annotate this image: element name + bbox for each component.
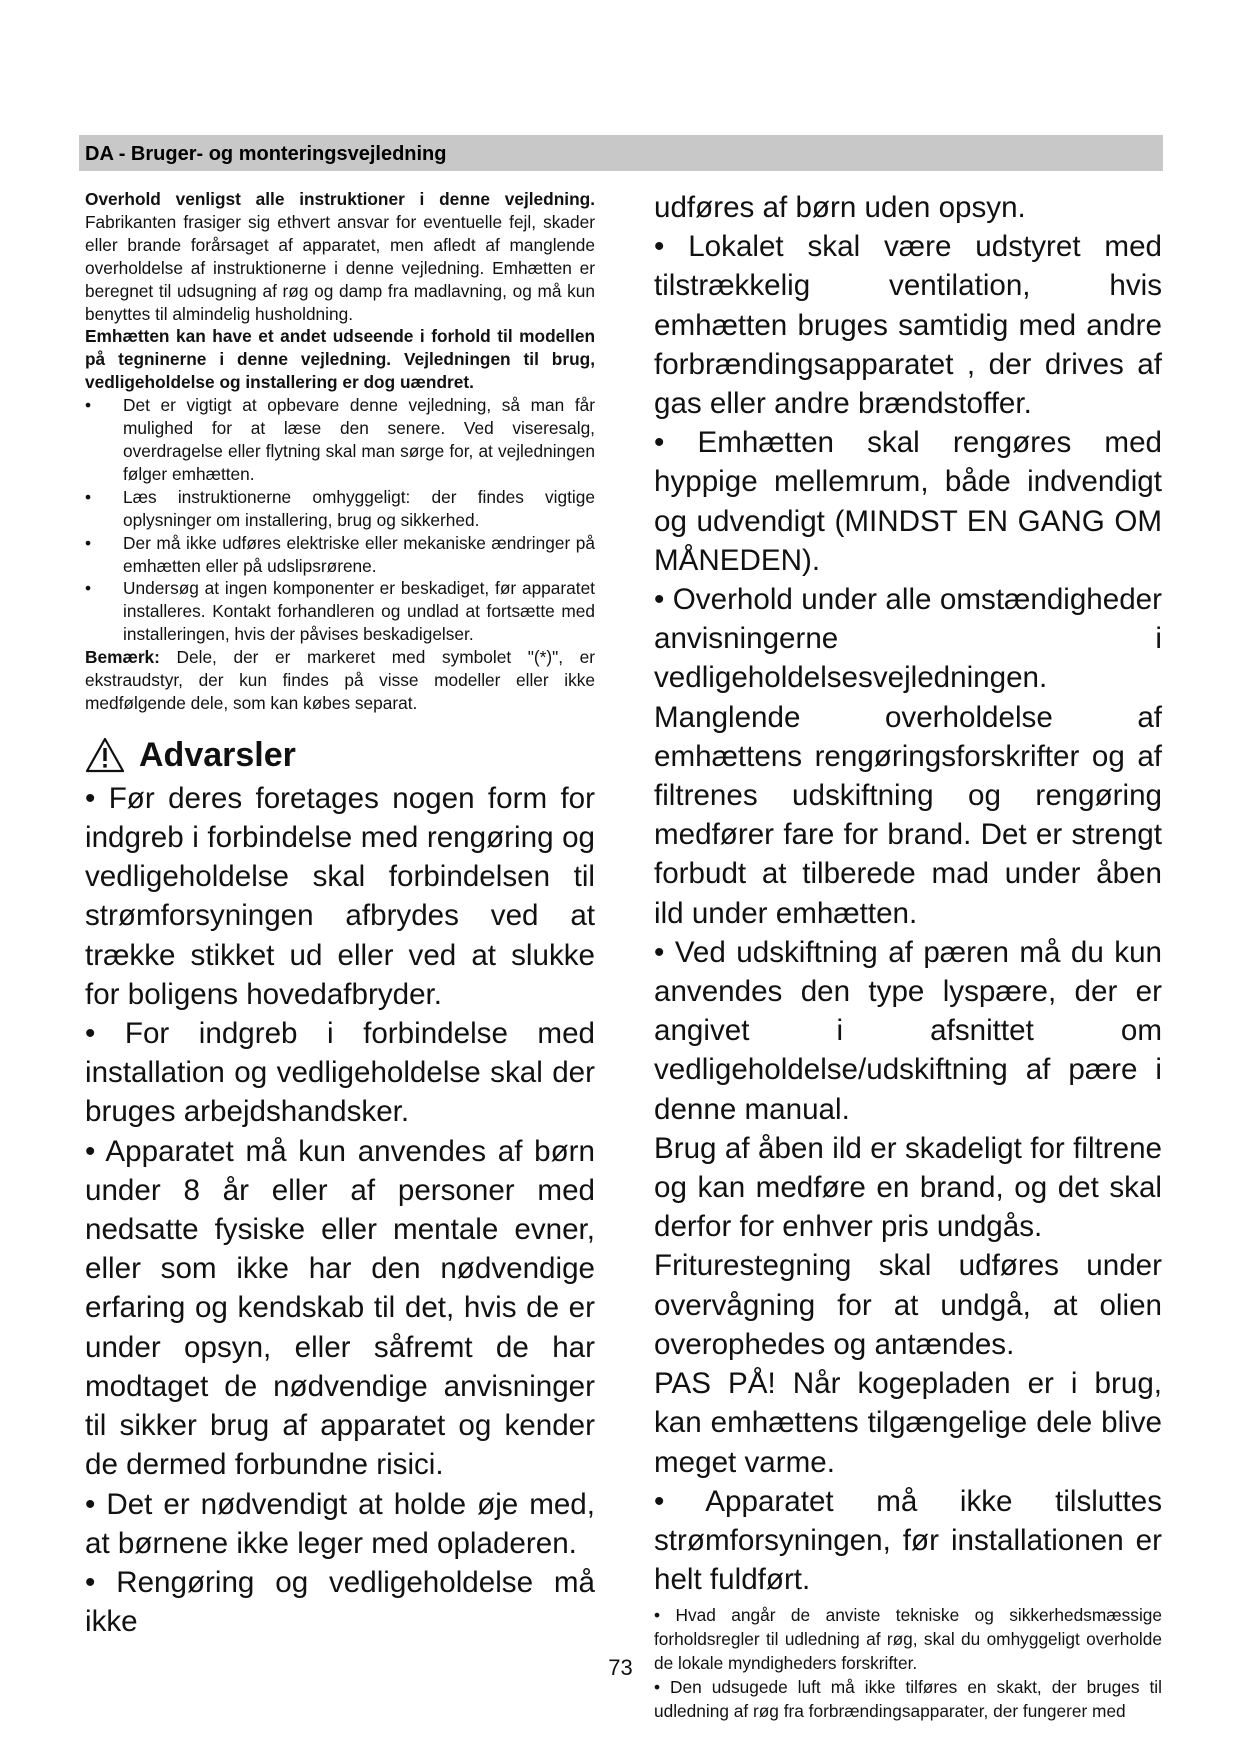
- right-paragraph: udføres af børn uden opsyn.: [654, 191, 1026, 224]
- note-text: Dele, der er markeret med symbolet "(*)", er ekstraudstyr, der kun findes på visse modeller eller ikke medfølgende dele, som kan købes separat.: [85, 647, 595, 713]
- list-item: • Der må ikke udføres elektriske eller mekaniske ændringer på emhætten eller på udslipsrørene.: [85, 532, 595, 576]
- intro-bold: Overhold venligst alle instruktioner i denne vejledning.: [85, 189, 595, 209]
- warnings-title: Advarsler: [139, 735, 296, 774]
- bullet-icon: •: [85, 532, 92, 553]
- warnings-block: [85, 779, 595, 1641]
- bullet-icon: •: [85, 486, 92, 507]
- intro-block: [85, 188, 595, 715]
- section-title: DA - Bruger- og monteringsvejledning: [85, 143, 447, 165]
- right-paragraph: PAS PÅ! Når kogepladen er i brug, kan emhættens tilgængelige dele blive meget varme.: [654, 1367, 1162, 1479]
- list-item: • Læs instruktionerne omhyggeligt: der findes vigtige oplysninger om installering, brug og sikkerhed.: [85, 486, 595, 530]
- right-paragraph: • Ved udskiftning af pæren må du kun anvendes den type lyspære, der er angivet i afsnittet om vedligeholdelse/udskiftning af pære i denne manual.: [654, 935, 1162, 1126]
- right-paragraph: • Emhætten skal rengøres med hyppige mellemrum, både indvendigt og udvendigt (MINDST EN GANG OM MÅNEDEN).: [654, 426, 1162, 577]
- note-paragraph: [85, 646, 595, 715]
- warning-paragraph: • Apparatet må kun anvendes af børn under 8 år eller af personer med nedsatte fysiske eller mentale evner, eller som ikke har den nødvendige erfaring og kendskab til det, hvis de er under opsyn, eller såfremt de har modtaget de nødvendige anvisninger til sikker brug af apparatet og kender de dermed forbundne risici.: [85, 1134, 595, 1482]
- warnings-heading: [85, 735, 595, 775]
- warning-paragraph: • Før deres foretages nogen form for indgreb i forbindelse med rengøring og vedligeholdelse skal forbindelsen til strømforsyningen afbrydes ved at trække stikket ud eller ved at slukke for boligens hovedafbryder.: [85, 781, 595, 1011]
- right-paragraph: Brug af åben ild er skadeligt for filtrene og kan medføre en brand, og det skal derfor for enhver pris undgås.: [654, 1131, 1162, 1244]
- intro-bold-2: Emhætten kan have et andet udseende i forhold til modellen på tegninerne i denne vejledning. Vejledningen til brug, vedligeholdelse og installering er dog uændret.: [85, 326, 595, 393]
- right-paragraph: Manglende overholdelse af emhættens rengøringsforskrifter og af filtrenes udskiftning og rengøring medfører fare for brand. Det er strengt forbudt at tilberede mad under åben ild under emhætten.: [654, 700, 1162, 930]
- warning-paragraph: • Det er nødvendigt at holde øje med, at børnene ikke leger med opladeren.: [85, 1487, 595, 1560]
- warning-paragraph: • For indgreb i forbindelse med installation og vedligeholdelse skal der bruges arbejdshandsker.: [85, 1017, 595, 1129]
- intro-paragraph: [85, 188, 595, 325]
- section-header-bar: [79, 135, 1163, 171]
- intro-text: Fabrikanten frasiger sig ethvert ansvar for eventuelle fejl, skader eller brande forårsaget af apparatet, men afledt af manglende overholdelse af instruktionerne i denne vejledning. Emhætten er beregnet til udsugning af røg og damp fra madlavning, og må kun benyttes til almindelig husholdning.: [85, 211, 595, 324]
- right-small-paragraph: • Den udsugede luft må ikke tilføres en skakt, der bruges til udledning af røg fra forbrændingsapparater, der fungerer med: [654, 1677, 1162, 1722]
- right-paragraph: • Lokalet skal være udstyret med tilstrækkelig ventilation, hvis emhætten bruges samtidig med andre forbrændingsapparatet , der drives af gas eller andre brændstoffer.: [654, 230, 1162, 421]
- right-warnings-block: [654, 188, 1162, 1599]
- right-paragraph: Friturestegning skal udføres under overvågning for at undgå, at olien overophedes og antændes.: [654, 1249, 1162, 1361]
- bullet-icon: •: [85, 578, 92, 599]
- list-item: • Undersøg at ingen komponenter er beskadiget, før apparatet installeres. Kontakt forhandleren og undlad at fortsætte med installeringen, hvis der påvises beskadigelser.: [85, 578, 595, 645]
- instruction-list: [85, 394, 595, 646]
- page-number: 73: [608, 1655, 633, 1680]
- right-paragraph: • Overhold under alle omstændigheder anvisningerne i vedligeholdelsesvejledningen.: [654, 583, 1162, 695]
- note-label: Bemærk:: [85, 647, 160, 668]
- warning-triangle-icon: [85, 737, 125, 773]
- left-column: [85, 188, 595, 1641]
- right-small-paragraph: • Hvad angår de anviste tekniske og sikkerhedsmæssige forholdsregler til udledning af røg, skal du omhyggeligt overholde de lokale myndigheders forskrifter.: [654, 1605, 1162, 1674]
- warning-paragraph: • Rengøring og vedligeholdelse må ikke: [85, 1565, 595, 1639]
- list-item: • Det er vigtigt at opbevare denne vejledning, så man får mulighed for at læse den senere. Ved viseresalg, overdragelse eller flytning skal man sørge for, at vejledningen følger emhætten.: [85, 395, 595, 484]
- bullet-icon: •: [85, 395, 92, 416]
- right-column: [654, 188, 1162, 1723]
- right-paragraph: • Apparatet må ikke tilsluttes strømforsyningen, før installationen er helt fuldført.: [654, 1484, 1162, 1597]
